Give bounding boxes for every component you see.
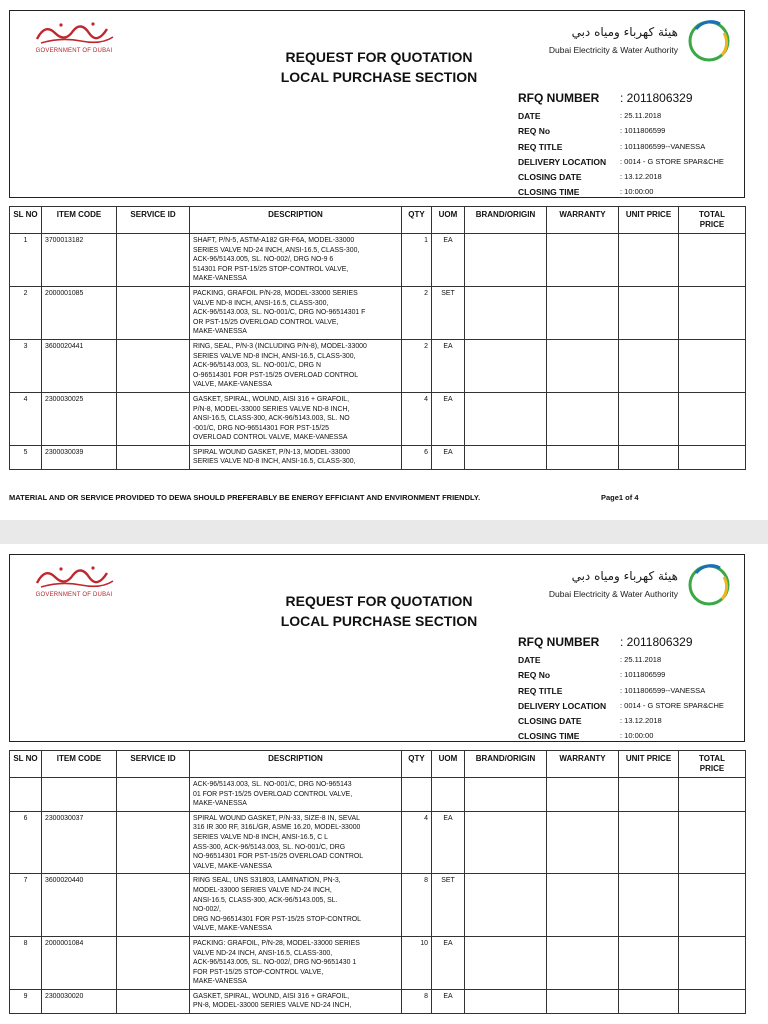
column-header: SL NO bbox=[10, 207, 42, 234]
column-header: QTY bbox=[402, 207, 432, 234]
cell-uom: EA bbox=[432, 989, 465, 1013]
field-value: : 0014 - G STORE SPAR&CHE bbox=[620, 700, 724, 710]
items-table bbox=[9, 750, 746, 1014]
cell-unit-price bbox=[619, 989, 679, 1013]
rfq-number-value: : 2011806329 bbox=[620, 91, 693, 105]
cell-service-id bbox=[117, 989, 190, 1013]
cell-total-price bbox=[679, 392, 746, 445]
rfq-number-row bbox=[518, 89, 746, 111]
field-value: : 0014 - G STORE SPAR&CHE bbox=[620, 156, 724, 166]
column-header: UOM bbox=[432, 751, 465, 778]
cell-brand-origin bbox=[465, 339, 547, 392]
cell-brand-origin bbox=[465, 445, 547, 469]
dewa-english-name: Dubai Electricity & Water Authority bbox=[548, 45, 678, 55]
footer-note: MATERIAL AND OR SERVICE PROVIDED TO DEWA SHOULD PREFERABLY BE ENERGY EFFICIANT AND ENVIRONMENT FRIENDLY. bbox=[9, 493, 481, 502]
document-title bbox=[10, 591, 746, 631]
cell-sl-no: 7 bbox=[10, 874, 42, 937]
cell-sl-no bbox=[10, 778, 42, 812]
cell-total-price bbox=[679, 286, 746, 339]
cell-service-id bbox=[117, 874, 190, 937]
column-header: WARRANTY bbox=[547, 751, 619, 778]
table-row bbox=[10, 989, 746, 1013]
cell-uom: EA bbox=[432, 811, 465, 874]
header-box bbox=[9, 554, 745, 742]
cell-unit-price bbox=[619, 392, 679, 445]
cell-unit-price bbox=[619, 874, 679, 937]
rfq-details bbox=[518, 89, 746, 203]
rfq-req-no-row bbox=[518, 126, 746, 141]
cell-warranty bbox=[547, 392, 619, 445]
cell-qty bbox=[402, 778, 432, 812]
table-row bbox=[10, 778, 746, 812]
cell-total-price bbox=[679, 445, 746, 469]
field-label: REQ TITLE bbox=[518, 685, 563, 696]
rfq-number-value: : 2011806329 bbox=[620, 635, 693, 649]
field-value: : 10:00:00 bbox=[620, 187, 654, 197]
cell-unit-price bbox=[619, 234, 679, 287]
field-label: DATE bbox=[518, 655, 541, 665]
cell-qty: 4 bbox=[402, 811, 432, 874]
cell-uom bbox=[432, 778, 465, 812]
cell-unit-price bbox=[619, 811, 679, 874]
cell-warranty bbox=[547, 234, 619, 287]
rfq-closing-date-row bbox=[518, 716, 746, 731]
rfq-closing-date-row bbox=[518, 172, 746, 187]
cell-service-id bbox=[117, 339, 190, 392]
page-footer bbox=[9, 493, 745, 502]
cell-sl-no: 5 bbox=[10, 445, 42, 469]
cell-service-id bbox=[117, 286, 190, 339]
table-header-row bbox=[10, 207, 746, 234]
field-label: REQ No bbox=[518, 126, 551, 137]
cell-warranty bbox=[547, 811, 619, 874]
cell-unit-price bbox=[619, 445, 679, 469]
cell-brand-origin bbox=[465, 392, 547, 445]
cell-qty: 2 bbox=[402, 286, 432, 339]
cell-item-code: 3600020441 bbox=[42, 339, 117, 392]
rfq-number-label: RFQ NUMBER bbox=[518, 635, 600, 649]
cell-warranty bbox=[547, 445, 619, 469]
cell-unit-price bbox=[619, 339, 679, 392]
cell-uom: EA bbox=[432, 234, 465, 287]
cell-uom: SET bbox=[432, 874, 465, 937]
cell-item-code: 2000001084 bbox=[42, 936, 117, 989]
cell-description: GASKET, SPIRAL, WOUND, AISI 316 + GRAFOIL, PN-8, MODEL-33000 SERIES VALVE ND-24 INCH, bbox=[190, 989, 402, 1013]
cell-uom: EA bbox=[432, 445, 465, 469]
column-header: BRAND/ORIGIN bbox=[465, 751, 547, 778]
field-label: CLOSING TIME bbox=[518, 731, 580, 742]
cell-description: PACKING, GRAFOIL P/N-28, MODEL-33000 SERIES VALVE ND-8 INCH, ANSI-16.5, CLASS-300, ACK-96/5143.003, SL. NO-001/C, DRG NO-96514301 F OR PST-15/25 OVERLOAD CONTROL VALVE, MAKE-VANESSA bbox=[190, 286, 402, 339]
cell-qty: 4 bbox=[402, 392, 432, 445]
cell-description: RING, SEAL, P/N-3 (INCLUDING P/N-8), MODEL-33000 SERIES VALVE ND-8 INCH, ANSI-16.5, CLASS-300, ACK-96/5143.003, SL. NO-001/C, DRG N O-96514301 FOR PST-15/25 OVERLOAD CONTROL VALVE, MAKE-VANESSA bbox=[190, 339, 402, 392]
column-header: UNIT PRICE bbox=[619, 207, 679, 234]
field-value: : 13.12.2018 bbox=[620, 172, 662, 182]
cell-description: GASKET, SPIRAL, WOUND, AISI 316 + GRAFOIL, P/N-8, MODEL-33000 SERIES VALVE ND-8 INCH, ANSI-16.5, CLASS-300, ACK-96/5143.003, SL. NO -001/C, DRG NO-96514301 FOR PST-15/25 OVERLOAD CONTROL VALVE, MAKE-VANESSA bbox=[190, 392, 402, 445]
cell-sl-no: 8 bbox=[10, 936, 42, 989]
rfq-req-title-row bbox=[518, 142, 746, 157]
table-row bbox=[10, 234, 746, 287]
table-row bbox=[10, 392, 746, 445]
rfq-date-row bbox=[518, 655, 746, 670]
cell-service-id bbox=[117, 936, 190, 989]
field-label: REQ No bbox=[518, 670, 551, 681]
cell-warranty bbox=[547, 778, 619, 812]
column-header: ITEM CODE bbox=[42, 751, 117, 778]
cell-item-code: 3700013182 bbox=[42, 234, 117, 287]
field-value: : 1011806599 bbox=[620, 670, 666, 680]
cell-qty: 10 bbox=[402, 936, 432, 989]
dewa-english-name: Dubai Electricity & Water Authority bbox=[548, 589, 678, 599]
cell-description: ACK-96/5143.003, SL. NO-001/C, DRG NO-965143 01 FOR PST-15/25 OVERLOAD CONTROL VALVE, MAKE-VANESSA bbox=[190, 778, 402, 812]
cell-item-code: 2300030039 bbox=[42, 445, 117, 469]
cell-item-code: 2300030020 bbox=[42, 989, 117, 1013]
cell-brand-origin bbox=[465, 778, 547, 812]
rfq-delivery-location-row bbox=[518, 701, 746, 716]
table-row bbox=[10, 286, 746, 339]
column-header: SERVICE ID bbox=[117, 207, 190, 234]
column-header: DESCRIPTION bbox=[190, 207, 402, 234]
title-local-purchase-section: LOCAL PURCHASE SECTION bbox=[280, 613, 478, 629]
cell-total-price bbox=[679, 936, 746, 989]
cell-total-price bbox=[679, 874, 746, 937]
cell-service-id bbox=[117, 811, 190, 874]
column-header: TOTAL PRICE bbox=[679, 751, 746, 778]
cell-warranty bbox=[547, 989, 619, 1013]
table-header-row bbox=[10, 751, 746, 778]
field-value: : 1011806599--VANESSA bbox=[620, 141, 706, 151]
cell-sl-no: 1 bbox=[10, 234, 42, 287]
cell-description: PACKING: GRAFOIL, P/N-28, MODEL-33000 SERIES VALVE ND-24 INCH, ANSI-16.5, CLASS-300, ACK-96/5143.005, SL. NO-002/, DRG NO-9651430 1 FOR PST-15/25 STOP-CONTROL VALVE, MAKE-VANESSA bbox=[190, 936, 402, 989]
cell-unit-price bbox=[619, 286, 679, 339]
cell-service-id bbox=[117, 778, 190, 812]
cell-sl-no: 4 bbox=[10, 392, 42, 445]
field-value: : 1011806599 bbox=[620, 126, 666, 136]
title-request-for-quotation: REQUEST FOR QUOTATION bbox=[285, 49, 473, 65]
column-header: ITEM CODE bbox=[42, 207, 117, 234]
cell-sl-no: 9 bbox=[10, 989, 42, 1013]
cell-total-price bbox=[679, 234, 746, 287]
column-header: SERVICE ID bbox=[117, 751, 190, 778]
cell-total-price bbox=[679, 811, 746, 874]
field-label: DELIVERY LOCATION bbox=[518, 156, 607, 167]
cell-service-id bbox=[117, 234, 190, 287]
document-page-2 bbox=[0, 544, 768, 1024]
table-row bbox=[10, 936, 746, 989]
cell-sl-no: 3 bbox=[10, 339, 42, 392]
cell-brand-origin bbox=[465, 811, 547, 874]
field-label: CLOSING TIME bbox=[518, 187, 580, 198]
column-header: UOM bbox=[432, 207, 465, 234]
cell-qty: 8 bbox=[402, 874, 432, 937]
column-header: WARRANTY bbox=[547, 207, 619, 234]
field-label: DELIVERY LOCATION bbox=[518, 700, 607, 711]
field-value: : 1011806599--VANESSA bbox=[620, 685, 706, 695]
cell-unit-price bbox=[619, 936, 679, 989]
cell-total-price bbox=[679, 778, 746, 812]
cell-description: SPIRAL WOUND GASKET, P/N-13, MODEL-33000 SERIES VALVE ND-8 INCH, ANSI-16.5, CLASS-300, bbox=[190, 445, 402, 469]
dubai-calligraphy-icon bbox=[31, 563, 117, 591]
rfq-closing-time-row bbox=[518, 731, 746, 746]
field-label: DATE bbox=[518, 111, 541, 121]
cell-warranty bbox=[547, 874, 619, 937]
cell-uom: EA bbox=[432, 339, 465, 392]
cell-qty: 1 bbox=[402, 234, 432, 287]
column-header: SL NO bbox=[10, 751, 42, 778]
field-value: : 25.11.2018 bbox=[620, 655, 662, 664]
header-box bbox=[9, 10, 745, 198]
cell-description: SPIRAL WOUND GASKET, P/N-33, SIZE-8 IN, SEVAL 316 IR 300 RF, 316L/GR, ASME 16.20, MODEL-33000 SERIES VALVE ND-8 INCH, ANSI-16.5, C L ASS-300, ACK-96/5143.003, SL. NO-001/C, DRG NO-96514301 FOR PST-15/25 OVERLOAD CONTROL VALVE, MAKE-VANESSA bbox=[190, 811, 402, 874]
cell-brand-origin bbox=[465, 234, 547, 287]
government-of-dubai-text: GOVERNMENT OF DUBAI bbox=[35, 48, 113, 54]
table-row bbox=[10, 811, 746, 874]
cell-brand-origin bbox=[465, 989, 547, 1013]
cell-brand-origin bbox=[465, 874, 547, 937]
cell-item-code: 3600020440 bbox=[42, 874, 117, 937]
cell-item-code: 2300030025 bbox=[42, 392, 117, 445]
cell-qty: 8 bbox=[402, 989, 432, 1013]
cell-item-code: 2300030037 bbox=[42, 811, 117, 874]
column-header: QTY bbox=[402, 751, 432, 778]
cell-brand-origin bbox=[465, 286, 547, 339]
cell-total-price bbox=[679, 989, 746, 1013]
dubai-calligraphy-icon bbox=[31, 19, 117, 47]
cell-description: RING SEAL, UNS S31803, LAMINATION, PN-3, MODEL-33000 SERIES VALVE ND-24 INCH, ANSI-16.5, CLASS-300, ACK-96/5143.005, SL. NO-002/, DRG NO-96514301 FOR PST-15/25 STOP-CONTROL VALVE, MAKE-VANESSA bbox=[190, 874, 402, 937]
cell-qty: 6 bbox=[402, 445, 432, 469]
rfq-closing-time-row bbox=[518, 187, 746, 202]
rfq-req-title-row bbox=[518, 686, 746, 701]
cell-description: SHAFT, P/N-5, ASTM-A182 GR-F6A, MODEL-33000 SERIES VALVE ND-24 INCH, ANSI-16.5, CLASS-300, ACK-96/5143.005, SL. NO-002/, DRG NO-9 6 514301 FOR PST-15/25 STOP-CONTROL VALVE, MAKE-VANESSA bbox=[190, 234, 402, 287]
dewa-arabic-name: هيئة كهرباء ومياه دبي bbox=[571, 25, 678, 39]
items-table bbox=[9, 206, 746, 470]
cell-item-code: 2000001085 bbox=[42, 286, 117, 339]
rfq-number-label: RFQ NUMBER bbox=[518, 91, 600, 105]
cell-warranty bbox=[547, 936, 619, 989]
rfq-number-row bbox=[518, 633, 746, 655]
page-number: Page1 of 4 bbox=[601, 493, 639, 502]
cell-sl-no: 2 bbox=[10, 286, 42, 339]
field-value: : 10:00:00 bbox=[620, 731, 654, 741]
cell-unit-price bbox=[619, 778, 679, 812]
column-header: BRAND/ORIGIN bbox=[465, 207, 547, 234]
cell-item-code bbox=[42, 778, 117, 812]
cell-brand-origin bbox=[465, 936, 547, 989]
rfq-req-no-row bbox=[518, 670, 746, 685]
field-value: : 13.12.2018 bbox=[620, 716, 662, 726]
cell-uom: EA bbox=[432, 936, 465, 989]
rfq-details bbox=[518, 633, 746, 747]
table-row bbox=[10, 445, 746, 469]
table-row bbox=[10, 874, 746, 937]
rfq-date-row bbox=[518, 111, 746, 126]
document-title bbox=[10, 47, 746, 87]
field-label: CLOSING DATE bbox=[518, 716, 582, 727]
cell-total-price bbox=[679, 339, 746, 392]
rfq-delivery-location-row bbox=[518, 157, 746, 172]
title-request-for-quotation: REQUEST FOR QUOTATION bbox=[285, 593, 473, 609]
cell-qty: 2 bbox=[402, 339, 432, 392]
field-label: REQ TITLE bbox=[518, 141, 563, 152]
cell-sl-no: 6 bbox=[10, 811, 42, 874]
page-separator bbox=[0, 520, 768, 544]
field-label: CLOSING DATE bbox=[518, 172, 582, 183]
dewa-arabic-name: هيئة كهرباء ومياه دبي bbox=[571, 569, 678, 583]
cell-uom: SET bbox=[432, 286, 465, 339]
cell-service-id bbox=[117, 445, 190, 469]
cell-warranty bbox=[547, 339, 619, 392]
cell-service-id bbox=[117, 392, 190, 445]
government-of-dubai-text: GOVERNMENT OF DUBAI bbox=[35, 592, 113, 598]
cell-warranty bbox=[547, 286, 619, 339]
table-row bbox=[10, 339, 746, 392]
cell-uom: EA bbox=[432, 392, 465, 445]
column-header: TOTAL PRICE bbox=[679, 207, 746, 234]
column-header: UNIT PRICE bbox=[619, 751, 679, 778]
title-local-purchase-section: LOCAL PURCHASE SECTION bbox=[280, 69, 478, 85]
field-value: : 25.11.2018 bbox=[620, 111, 662, 120]
column-header: DESCRIPTION bbox=[190, 751, 402, 778]
